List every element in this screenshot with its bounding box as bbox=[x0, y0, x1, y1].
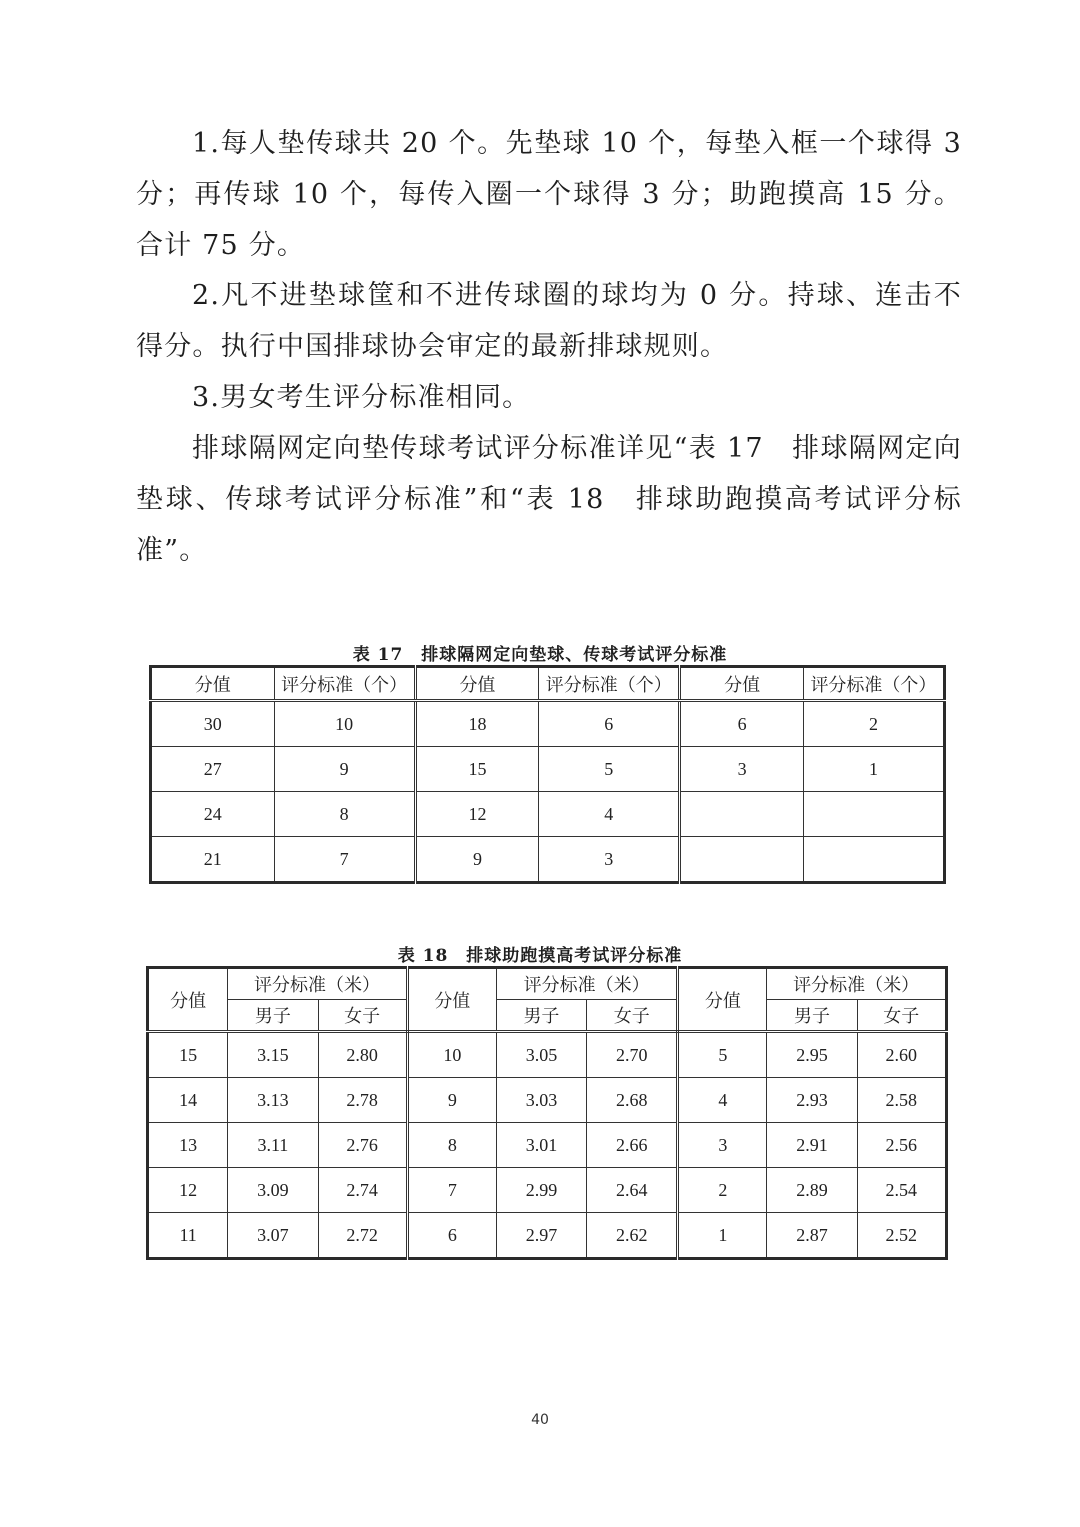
table-cell: 9 bbox=[274, 747, 415, 792]
table-cell: 24 bbox=[151, 792, 275, 837]
paragraph-scoring-rules: 1.每人垫传球共 20 个。先垫球 10 个，每垫入框一个球得 3 分；再传球 10 个，每传入圈一个球得 3 分；助跑摸高 15 分。合计 75 分。 bbox=[136, 128, 962, 261]
table-cell: 11 bbox=[148, 1213, 228, 1259]
table18-touch-height-scoring bbox=[146, 966, 948, 1260]
table18-header-female: 女子 bbox=[587, 1000, 678, 1032]
table-cell: 6 bbox=[539, 701, 680, 747]
table18-header-male: 男子 bbox=[496, 1000, 586, 1032]
table-cell: 8 bbox=[407, 1123, 496, 1168]
table17-header-standard: 评分标准（个） bbox=[274, 667, 415, 701]
paragraph-zero-score-rule: 2.凡不进垫球筐和不进传球圈的球均为 0 分。持球、连击不得分。执行中国排球协会审定的最新排球规则。 bbox=[136, 280, 962, 362]
table-cell: 2.72 bbox=[318, 1213, 407, 1259]
table-cell: 3.01 bbox=[496, 1123, 586, 1168]
table-cell: 12 bbox=[148, 1168, 228, 1213]
table-cell: 10 bbox=[407, 1032, 496, 1078]
table18-header-male: 男子 bbox=[228, 1000, 318, 1032]
table-cell: 3.05 bbox=[496, 1032, 586, 1078]
table-cell bbox=[680, 837, 804, 883]
table18-subheader-row bbox=[148, 1000, 947, 1032]
table-cell: 2.56 bbox=[857, 1123, 946, 1168]
table-cell: 1 bbox=[803, 747, 944, 792]
table17-row bbox=[151, 747, 945, 792]
table-cell: 2.76 bbox=[318, 1123, 407, 1168]
table-cell: 2.58 bbox=[857, 1078, 946, 1123]
table-cell: 10 bbox=[274, 701, 415, 747]
table-cell: 2.68 bbox=[587, 1078, 678, 1123]
table-cell: 2.70 bbox=[587, 1032, 678, 1078]
table17-header-score: 分值 bbox=[680, 667, 804, 701]
table-cell: 6 bbox=[407, 1213, 496, 1259]
table-cell: 9 bbox=[407, 1078, 496, 1123]
table-cell: 30 bbox=[151, 701, 275, 747]
table-cell: 2.62 bbox=[587, 1213, 678, 1259]
table-cell: 2.91 bbox=[767, 1123, 857, 1168]
table-cell: 12 bbox=[415, 792, 539, 837]
table-cell: 5 bbox=[539, 747, 680, 792]
table18-header-row bbox=[148, 968, 947, 1000]
page-number: 40 bbox=[531, 1412, 549, 1428]
table-cell: 14 bbox=[148, 1078, 228, 1123]
table-cell: 21 bbox=[151, 837, 275, 883]
table-cell bbox=[803, 792, 944, 837]
table18-row bbox=[148, 1078, 947, 1123]
paragraph-gender-rule: 3.男女考生评分标准相同。 bbox=[192, 382, 531, 413]
table18-row bbox=[148, 1032, 947, 1078]
table-cell: 2.54 bbox=[857, 1168, 946, 1213]
table-cell: 7 bbox=[407, 1168, 496, 1213]
table-cell: 1 bbox=[678, 1213, 767, 1259]
table-cell: 4 bbox=[539, 792, 680, 837]
table-cell: 2.74 bbox=[318, 1168, 407, 1213]
table17-caption: 表 17 排球隔网定向垫球、传球考试评分标准 bbox=[352, 645, 728, 665]
table-cell: 18 bbox=[415, 701, 539, 747]
table18-header-male: 男子 bbox=[767, 1000, 857, 1032]
table18-header-standard: 评分标准（米） bbox=[496, 968, 678, 1000]
table-cell: 3.03 bbox=[496, 1078, 586, 1123]
table-cell: 27 bbox=[151, 747, 275, 792]
table18-row bbox=[148, 1123, 947, 1168]
table-cell: 3.15 bbox=[228, 1032, 318, 1078]
table-cell: 2.95 bbox=[767, 1032, 857, 1078]
table17-header-row bbox=[151, 667, 945, 701]
table-cell: 2.78 bbox=[318, 1078, 407, 1123]
table-cell bbox=[680, 792, 804, 837]
table-cell: 2.66 bbox=[587, 1123, 678, 1168]
table-cell: 2.89 bbox=[767, 1168, 857, 1213]
table-cell: 5 bbox=[678, 1032, 767, 1078]
table18-header-score: 分值 bbox=[407, 968, 496, 1032]
table-cell: 8 bbox=[274, 792, 415, 837]
table18-row bbox=[148, 1168, 947, 1213]
paragraph-table-reference: 排球隔网定向垫传球考试评分标准详见“表 17 排球隔网定向垫球、传球考试评分标准”和“表 18 排球助跑摸高考试评分标准”。 bbox=[136, 433, 962, 566]
table17-row bbox=[151, 837, 945, 883]
table-cell: 3.13 bbox=[228, 1078, 318, 1123]
table-cell: 15 bbox=[415, 747, 539, 792]
table18-header-female: 女子 bbox=[318, 1000, 407, 1032]
table17-row bbox=[151, 701, 945, 747]
table-cell: 2.93 bbox=[767, 1078, 857, 1123]
table17-row bbox=[151, 792, 945, 837]
table-cell: 15 bbox=[148, 1032, 228, 1078]
table-cell: 9 bbox=[415, 837, 539, 883]
table17-header-score: 分值 bbox=[151, 667, 275, 701]
table18-header-standard: 评分标准（米） bbox=[767, 968, 947, 1000]
table17-header-standard: 评分标准（个） bbox=[803, 667, 944, 701]
table-cell: 2 bbox=[678, 1168, 767, 1213]
table18-header-score: 分值 bbox=[678, 968, 767, 1032]
table-cell: 4 bbox=[678, 1078, 767, 1123]
table-cell: 3 bbox=[678, 1123, 767, 1168]
table-cell: 3.07 bbox=[228, 1213, 318, 1259]
table-cell: 2.60 bbox=[857, 1032, 946, 1078]
table18-header-standard: 评分标准（米） bbox=[228, 968, 408, 1000]
table-cell: 2.64 bbox=[587, 1168, 678, 1213]
table18-header-female: 女子 bbox=[857, 1000, 946, 1032]
table-cell: 2 bbox=[803, 701, 944, 747]
table-cell: 3.09 bbox=[228, 1168, 318, 1213]
table18-caption: 表 18 排球助跑摸高考试评分标准 bbox=[397, 946, 683, 966]
table-cell: 3 bbox=[680, 747, 804, 792]
table18-header-score: 分值 bbox=[148, 968, 228, 1032]
table-cell: 2.99 bbox=[496, 1168, 586, 1213]
table-cell: 2.87 bbox=[767, 1213, 857, 1259]
table-cell: 6 bbox=[680, 701, 804, 747]
table-cell: 3.11 bbox=[228, 1123, 318, 1168]
table-cell: 13 bbox=[148, 1123, 228, 1168]
table-cell bbox=[803, 837, 944, 883]
table17-pass-dig-scoring bbox=[149, 665, 946, 884]
table-cell: 2.52 bbox=[857, 1213, 946, 1259]
table17-header-standard: 评分标准（个） bbox=[539, 667, 680, 701]
table-cell: 2.97 bbox=[496, 1213, 586, 1259]
table-cell: 2.80 bbox=[318, 1032, 407, 1078]
table17-header-score: 分值 bbox=[415, 667, 539, 701]
table-cell: 7 bbox=[274, 837, 415, 883]
table-cell: 3 bbox=[539, 837, 680, 883]
table18-row bbox=[148, 1213, 947, 1259]
